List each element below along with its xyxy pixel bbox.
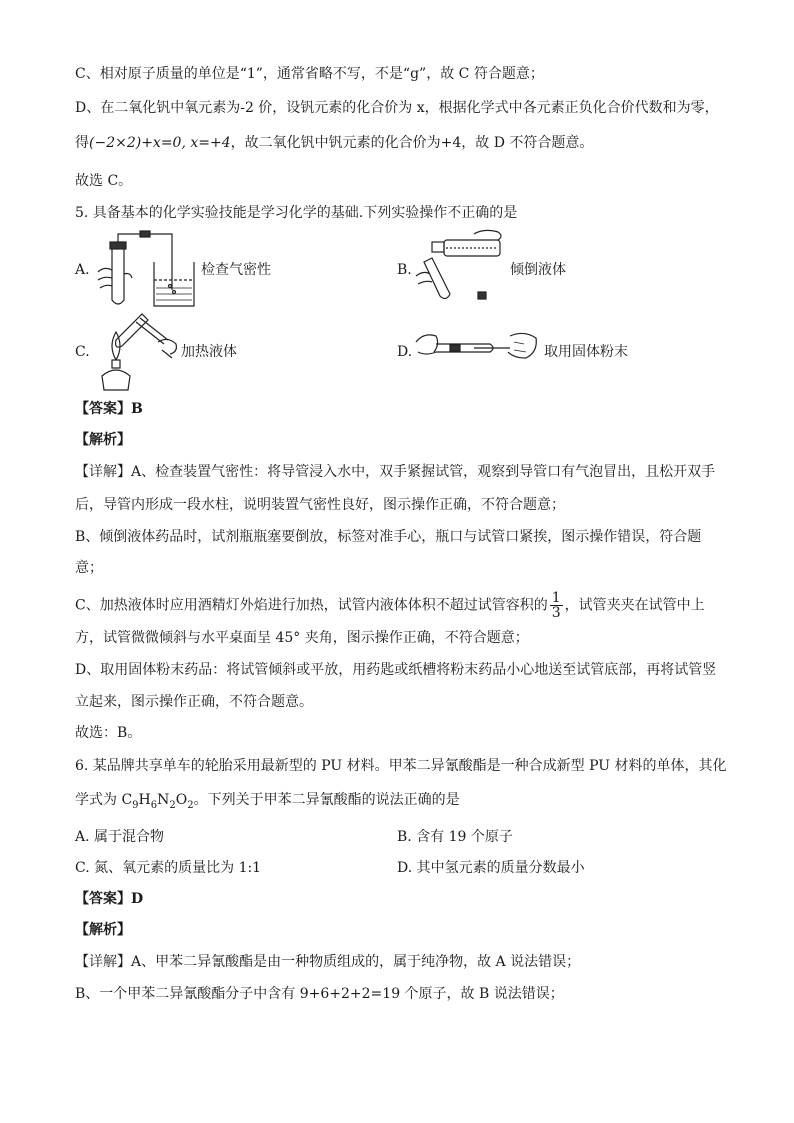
option-c-explanation: C、相对原子质量的单位是“1”，通常省略不写，不是“g”，故 C 符合题意； (75, 66, 544, 82)
q6-stem-1: 6. 某品牌共享单车的轮胎采用最新型的 PU 材料。甲苯二异氰酸酯是一种合成新型 PU 材料的单体，其化 (75, 758, 727, 774)
option-d-explanation-1: D、在二氧化钒中氧元素为-2 价，设钒元素的化合价为 x，根据化学式中各元素正负化合价代数和为零， (75, 100, 719, 116)
q5-detail-line: 【详解】A、检查装置气密性：将导管浸入水中，双手紧握试管，观察到导管口有气泡冒出，且松开双手 (75, 464, 716, 480)
q5-answer: 【答案】B (75, 401, 143, 417)
q5-option-b-label: 倾倒液体 (510, 262, 566, 278)
q6-answer: 【答案】D (75, 891, 144, 907)
q6-analysis-heading: 【解析】 (75, 922, 131, 938)
chemical-formula: $C_9H_6N_2O_2$ (121, 792, 194, 811)
one-third-fraction: $\frac{1}{3}$ (551, 590, 561, 621)
q5-option-d-label: 取用固体粉末 (544, 344, 628, 360)
q5-detail-line: D、取用固体粉末药品：将试管倾斜或平放，用药匙或纸槽将粉末药品小心地送至试管底部，再将试管竖 (75, 662, 717, 678)
q5-conclusion: 故选：B。 (75, 725, 142, 741)
heat-liquid-icon (92, 310, 182, 394)
previous-conclusion: 故选 C。 (75, 173, 133, 189)
q5-option-c-label: 加热液体 (181, 344, 237, 360)
q6-option-b: B. 含有 19 个原子 (397, 829, 513, 845)
q5-detail-line: 方，试管微微倾斜与水平桌面呈 45° 夹角，图示操作正确，不符合题意； (75, 630, 529, 646)
q6-option-d: D. 其中氢元素的质量分数最小 (397, 860, 585, 876)
option-d-explanation-2: 得(−2×2)+x=0, x=+4，故二氧化钒中钒元素的化合价为+4，故 D 不符合题意。 (75, 135, 594, 151)
q5-detail-line-fraction: C、加热液体时应用酒精灯外焰进行加热，试管内液体体积不超过试管容积的 $\frac{1}{3}$ ，试管夹夹在试管中上 (75, 590, 705, 621)
q5-detail-line: 立起来，图示操作正确，不符合题意。 (75, 694, 313, 710)
airtightness-check-icon (90, 228, 200, 310)
q5-stem: 5. 具备基本的化学实验技能是学习化学的基础.下列实验操作不正确的是 (75, 205, 518, 221)
q6-option-a: A. 属于混合物 (75, 829, 165, 845)
q5-detail-line: B、倾倒液体药品时，试剂瓶瓶塞要倒放，标签对准手心，瓶口与试管口紧挨，图示操作错误，符合题 (75, 529, 702, 545)
q5-option-a-label: 检查气密性 (201, 262, 271, 278)
q5-analysis-heading: 【解析】 (75, 432, 131, 448)
q5-detail-line: 后，导管内形成一段水柱，说明装置气密性良好，图示操作正确，不符合题意； (75, 497, 565, 513)
q6-detail-line: B、一个甲苯二异氰酸酯分子中含有 9+6+2+2=19 个原子，故 B 说法错误； (75, 986, 564, 1002)
valence-equation: (−2×2)+x=0, x=+4 (89, 135, 231, 151)
solid-powder-icon (414, 322, 542, 372)
q6-option-c: C. 氮、氧元素的质量比为 1:1 (75, 860, 262, 876)
q5-option-b-letter: B. (397, 262, 412, 278)
q5-detail-line: 意； (75, 560, 103, 576)
q6-detail-line: 【详解】A、甲苯二异氰酸酯是由一种物质组成的，属于纯净物，故 A 说法错误； (75, 954, 581, 970)
q5-option-a-letter: A. (75, 262, 90, 278)
q5-option-c-letter: C. (75, 344, 90, 360)
pour-liquid-icon (414, 226, 510, 310)
q5-option-d-letter: D. (397, 344, 413, 360)
q6-stem-2: 学式为 $C_9H_6N_2O_2$。下列关于甲苯二异氰酸酯的说法正确的是 (75, 792, 460, 811)
